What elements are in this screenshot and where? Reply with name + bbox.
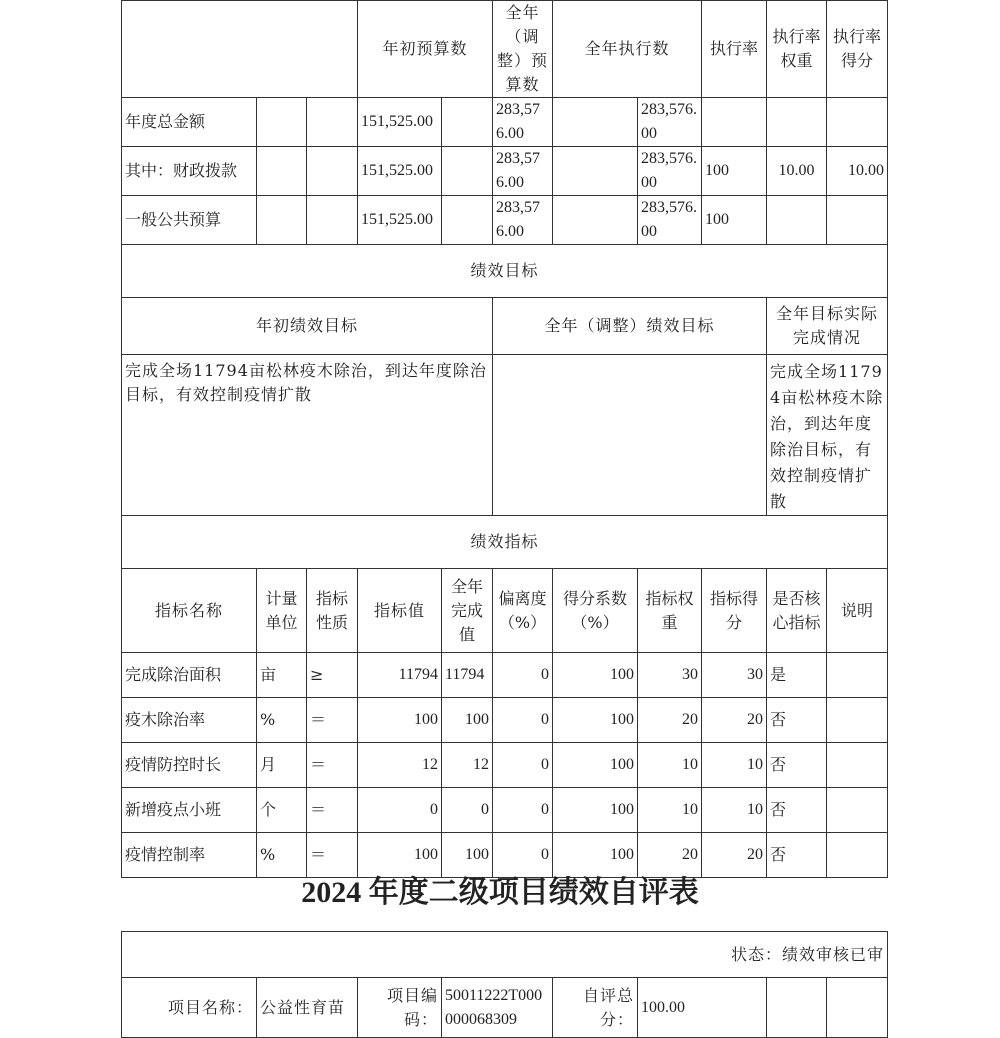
empty-cell: [307, 147, 358, 196]
budget-row: [122, 147, 888, 196]
indicator-deviation: 0: [493, 743, 553, 788]
indicator-score: 10: [702, 743, 767, 788]
budget-weight: [767, 98, 827, 147]
indicator-header-unit: 计量单位: [257, 569, 307, 653]
budget-header-adjusted: 全年（调整）预算数: [493, 1, 553, 98]
indicator-deviation: 0: [493, 788, 553, 833]
indicator-note: [827, 788, 888, 833]
indicator-note: [827, 653, 888, 698]
indicator-weight: 10: [638, 788, 702, 833]
indicator-name: 疫情控制率: [122, 833, 257, 878]
indicator-header-score: 指标得分: [702, 569, 767, 653]
indicators-section-row: [122, 516, 888, 569]
budget-header-weight: 执行率权重: [767, 1, 827, 98]
indicator-weight: 20: [638, 833, 702, 878]
indicator-weight: 20: [638, 698, 702, 743]
indicator-name: 疫情防控时长: [122, 743, 257, 788]
empty-cell: [257, 147, 307, 196]
empty-cell: [553, 147, 638, 196]
budget-executed: 283,576.00: [638, 196, 702, 245]
indicator-target: 0: [358, 788, 442, 833]
budget-rate: [702, 98, 767, 147]
indicator-unit: %: [257, 833, 307, 878]
indicator-core: 是: [767, 653, 827, 698]
indicator-name: 完成除治面积: [122, 653, 257, 698]
indicator-unit: %: [257, 698, 307, 743]
project-code: 50011222T000000068309: [442, 978, 553, 1038]
empty-cell: [553, 196, 638, 245]
indicator-header-note: 说明: [827, 569, 888, 653]
self-score-label: 自评总分：: [553, 978, 638, 1038]
goals-header-initial: 年初绩效目标: [122, 298, 493, 355]
budget-executed: 283,576.00: [638, 147, 702, 196]
empty-cell: [257, 98, 307, 147]
indicator-name: 新增疫点小班: [122, 788, 257, 833]
budget-initial: 151,525.00: [358, 98, 442, 147]
budget-adjusted: 283,576.00: [493, 196, 553, 245]
indicator-row: [122, 788, 888, 833]
indicator-core: 否: [767, 698, 827, 743]
indicator-actual: 100: [442, 698, 493, 743]
indicator-header-name: 指标名称: [122, 569, 257, 653]
indicator-coef: 100: [553, 833, 638, 878]
budget-score: [827, 196, 888, 245]
indicator-core: 否: [767, 743, 827, 788]
budget-row-label: 其中：财政拨款: [122, 147, 257, 196]
indicator-row: [122, 653, 888, 698]
budget-header-row: [122, 1, 888, 98]
indicator-actual: 0: [442, 788, 493, 833]
budget-header-rate: 执行率: [702, 1, 767, 98]
budget-rate: 100: [702, 196, 767, 245]
empty-cell: [442, 196, 493, 245]
goals-content-row: [122, 355, 888, 516]
indicator-score: 20: [702, 698, 767, 743]
goals-header-row: [122, 298, 888, 355]
empty-cell: [307, 196, 358, 245]
indicator-coef: 100: [553, 743, 638, 788]
goals-header-adjusted: 全年（调整）绩效目标: [493, 298, 767, 355]
budget-weight: [767, 196, 827, 245]
form-title: 2024 年度二级项目绩效自评表: [301, 876, 699, 909]
goals-adjusted-text: [493, 355, 767, 516]
goals-actual-text: 完成全场11794亩松林疫木除治，到达年度除治目标，有效控制疫情扩散: [767, 355, 888, 516]
indicator-deviation: 0: [493, 833, 553, 878]
indicator-actual: 11794: [442, 653, 493, 698]
indicator-note: [827, 698, 888, 743]
indicator-coef: 100: [553, 698, 638, 743]
budget-row-label: 年度总金额: [122, 98, 257, 147]
budget-header-executed: 全年执行数: [553, 1, 702, 98]
goals-header-actual: 全年目标实际完成情况: [767, 298, 888, 355]
indicator-row: [122, 698, 888, 743]
empty-cell: [257, 196, 307, 245]
empty-cell: [553, 98, 638, 147]
indicator-header-coef: 得分系数（%）: [553, 569, 638, 653]
indicator-score: 10: [702, 788, 767, 833]
indicator-nature: ＝: [307, 788, 358, 833]
indicator-score: 30: [702, 653, 767, 698]
indicator-core: 否: [767, 833, 827, 878]
indicator-nature: ＝: [307, 743, 358, 788]
project-name-label: 项目名称：: [122, 978, 257, 1038]
indicators-section-title: 绩效指标: [122, 516, 888, 569]
indicator-unit: 月: [257, 743, 307, 788]
second-form-table: [121, 931, 888, 1038]
empty-cell: [827, 978, 888, 1038]
indicator-score: 20: [702, 833, 767, 878]
indicator-coef: 100: [553, 788, 638, 833]
indicator-weight: 10: [638, 743, 702, 788]
indicator-deviation: 0: [493, 698, 553, 743]
budget-rate: 100: [702, 147, 767, 196]
project-info-row: [122, 978, 888, 1038]
budget-initial: 151,525.00: [358, 147, 442, 196]
goals-initial-text: 完成全场11794亩松林疫木除治，到达年度除治目标，有效控制疫情扩散: [122, 355, 493, 516]
budget-row: [122, 98, 888, 147]
indicator-deviation: 0: [493, 653, 553, 698]
empty-cell: [767, 978, 827, 1038]
goals-section-title: 绩效目标: [122, 245, 888, 298]
empty-cell: [307, 98, 358, 147]
budget-score: [827, 98, 888, 147]
indicator-unit: 个: [257, 788, 307, 833]
indicator-core: 否: [767, 788, 827, 833]
indicator-nature: ≥: [307, 653, 358, 698]
performance-table: [121, 0, 888, 878]
budget-header-score: 执行率得分: [827, 1, 888, 98]
indicator-header-weight: 指标权重: [638, 569, 702, 653]
status-row: [122, 932, 888, 978]
indicator-header-actual: 全年完成值: [442, 569, 493, 653]
budget-adjusted: 283,576.00: [493, 147, 553, 196]
indicator-note: [827, 743, 888, 788]
indicator-header-core: 是否核心指标: [767, 569, 827, 653]
project-code-label: 项目编码：: [358, 978, 442, 1038]
goals-section-row: [122, 245, 888, 298]
project-name: 公益性育苗: [257, 978, 358, 1038]
indicator-actual: 100: [442, 833, 493, 878]
empty-cell: [442, 98, 493, 147]
budget-header-initial: 年初预算数: [358, 1, 493, 98]
budget-row: [122, 196, 888, 245]
budget-weight: 10.00: [767, 147, 827, 196]
indicator-nature: ＝: [307, 833, 358, 878]
indicator-target: 100: [358, 833, 442, 878]
indicator-name: 疫木除治率: [122, 698, 257, 743]
budget-executed: 283,576.00: [638, 98, 702, 147]
indicator-row: [122, 743, 888, 788]
indicator-header-deviation: 偏离度（%）: [493, 569, 553, 653]
indicator-target: 11794: [358, 653, 442, 698]
indicator-weight: 30: [638, 653, 702, 698]
indicator-actual: 12: [442, 743, 493, 788]
indicator-header-target: 指标值: [358, 569, 442, 653]
indicator-nature: ＝: [307, 698, 358, 743]
indicator-unit: 亩: [257, 653, 307, 698]
budget-initial: 151,525.00: [358, 196, 442, 245]
status-text: 状态：绩效审核已审: [122, 932, 888, 978]
empty-cell: [442, 147, 493, 196]
indicator-header-nature: 指标性质: [307, 569, 358, 653]
indicator-coef: 100: [553, 653, 638, 698]
budget-row-label: 一般公共预算: [122, 196, 257, 245]
self-score: 100.00: [638, 978, 767, 1038]
budget-score: 10.00: [827, 147, 888, 196]
indicator-target: 12: [358, 743, 442, 788]
budget-header-blank: [122, 1, 358, 98]
indicators-header-row: [122, 569, 888, 653]
indicator-target: 100: [358, 698, 442, 743]
budget-adjusted: 283,576.00: [493, 98, 553, 147]
